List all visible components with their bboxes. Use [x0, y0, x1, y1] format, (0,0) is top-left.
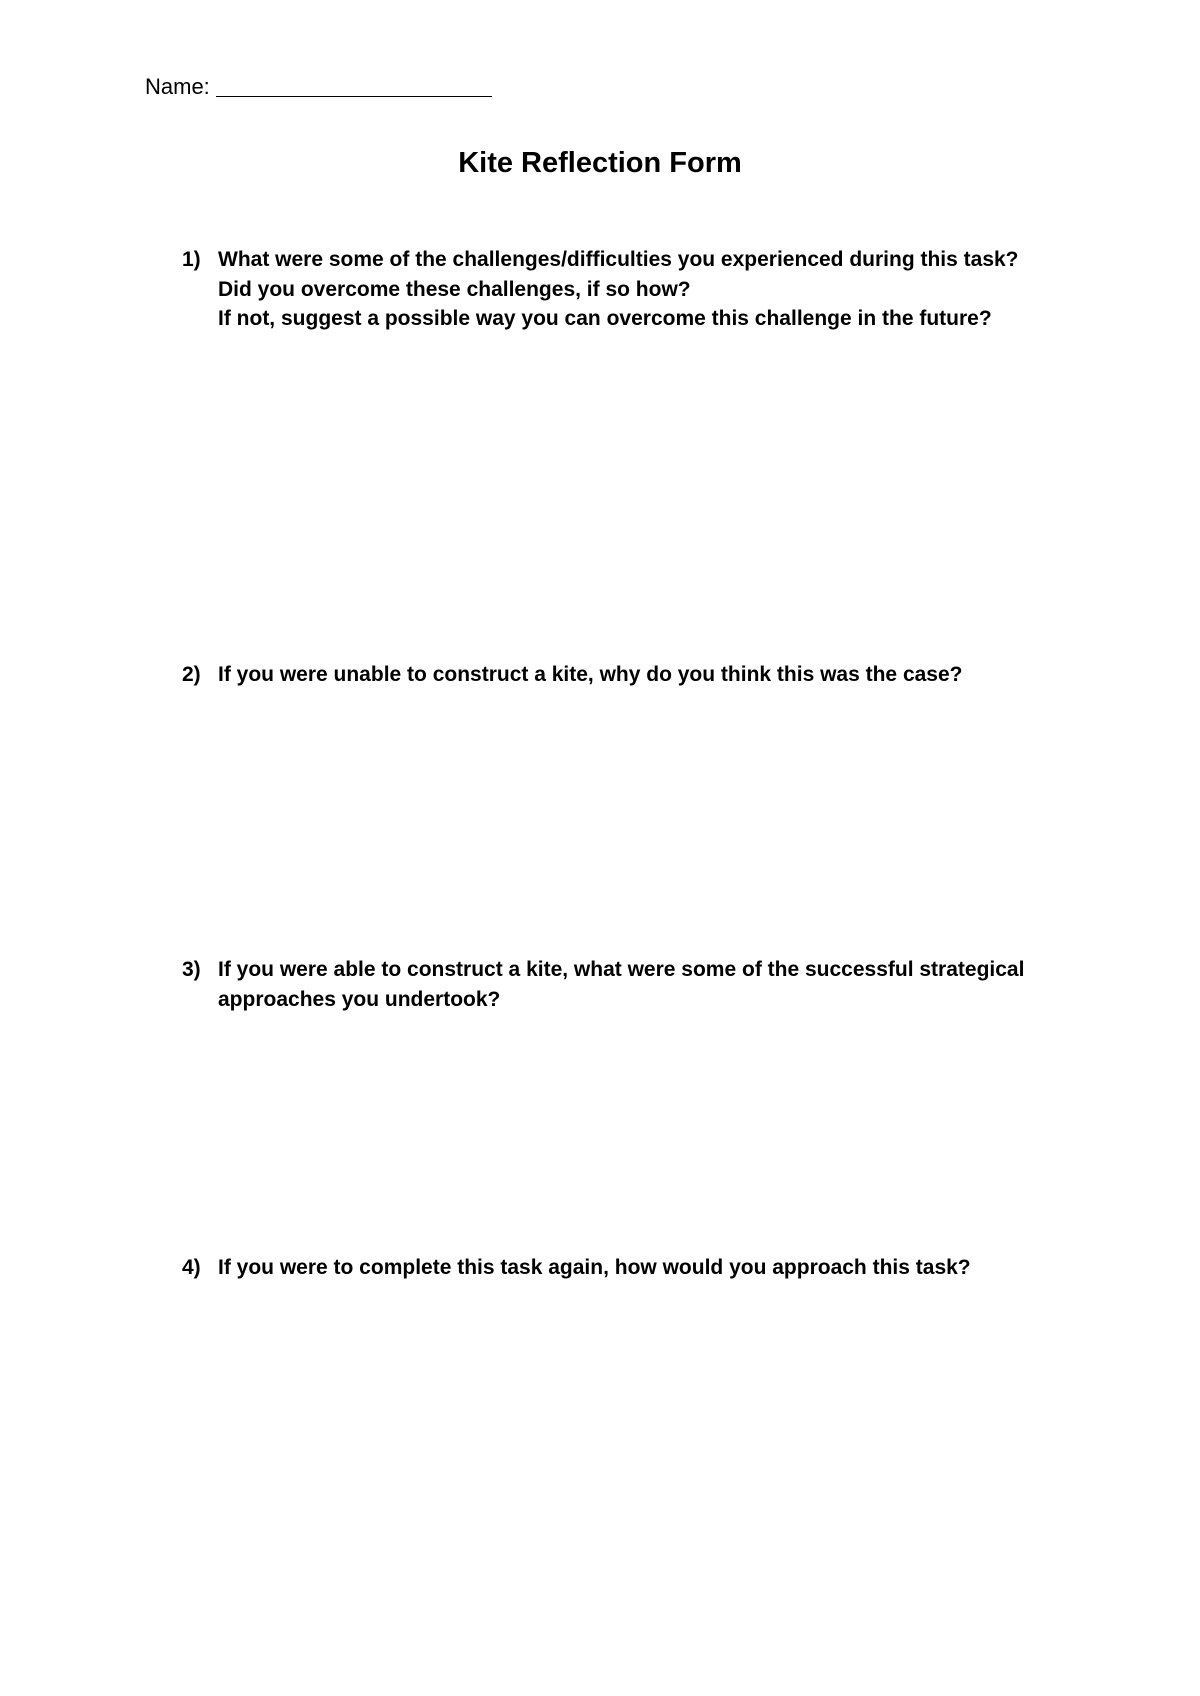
question-4 [182, 1253, 1062, 1283]
name-label: Name: [145, 74, 210, 99]
question-text-line: If not, suggest a possible way you can overcome this challenge in the future? [218, 307, 992, 330]
name-blank-line[interactable] [216, 74, 492, 97]
page-title: Kite Reflection Form [458, 147, 742, 179]
question-text-line: If you were unable to construct a kite, why do you think this was the case? [218, 663, 963, 686]
question-text-line: Did you overcome these challenges, if so how? [218, 277, 691, 301]
name-field-row [145, 73, 492, 101]
question-number: 4) [182, 1256, 201, 1279]
question-text-line: If you were to complete this task again, how would you approach this task? [218, 1256, 971, 1279]
question-text-line: approaches you undertook? [218, 987, 501, 1011]
question-number: 2) [182, 663, 201, 686]
question-1 [182, 245, 1062, 334]
question-number: 1) [182, 248, 201, 271]
question-2 [182, 660, 1062, 690]
question-number: 3) [182, 958, 201, 981]
question-text-line: What were some of the challenges/difficulties you experienced during this task? [218, 248, 1019, 271]
question-text-line: If you were able to construct a kite, what were some of the successful strategical [218, 958, 1025, 981]
question-3 [182, 955, 1062, 1014]
